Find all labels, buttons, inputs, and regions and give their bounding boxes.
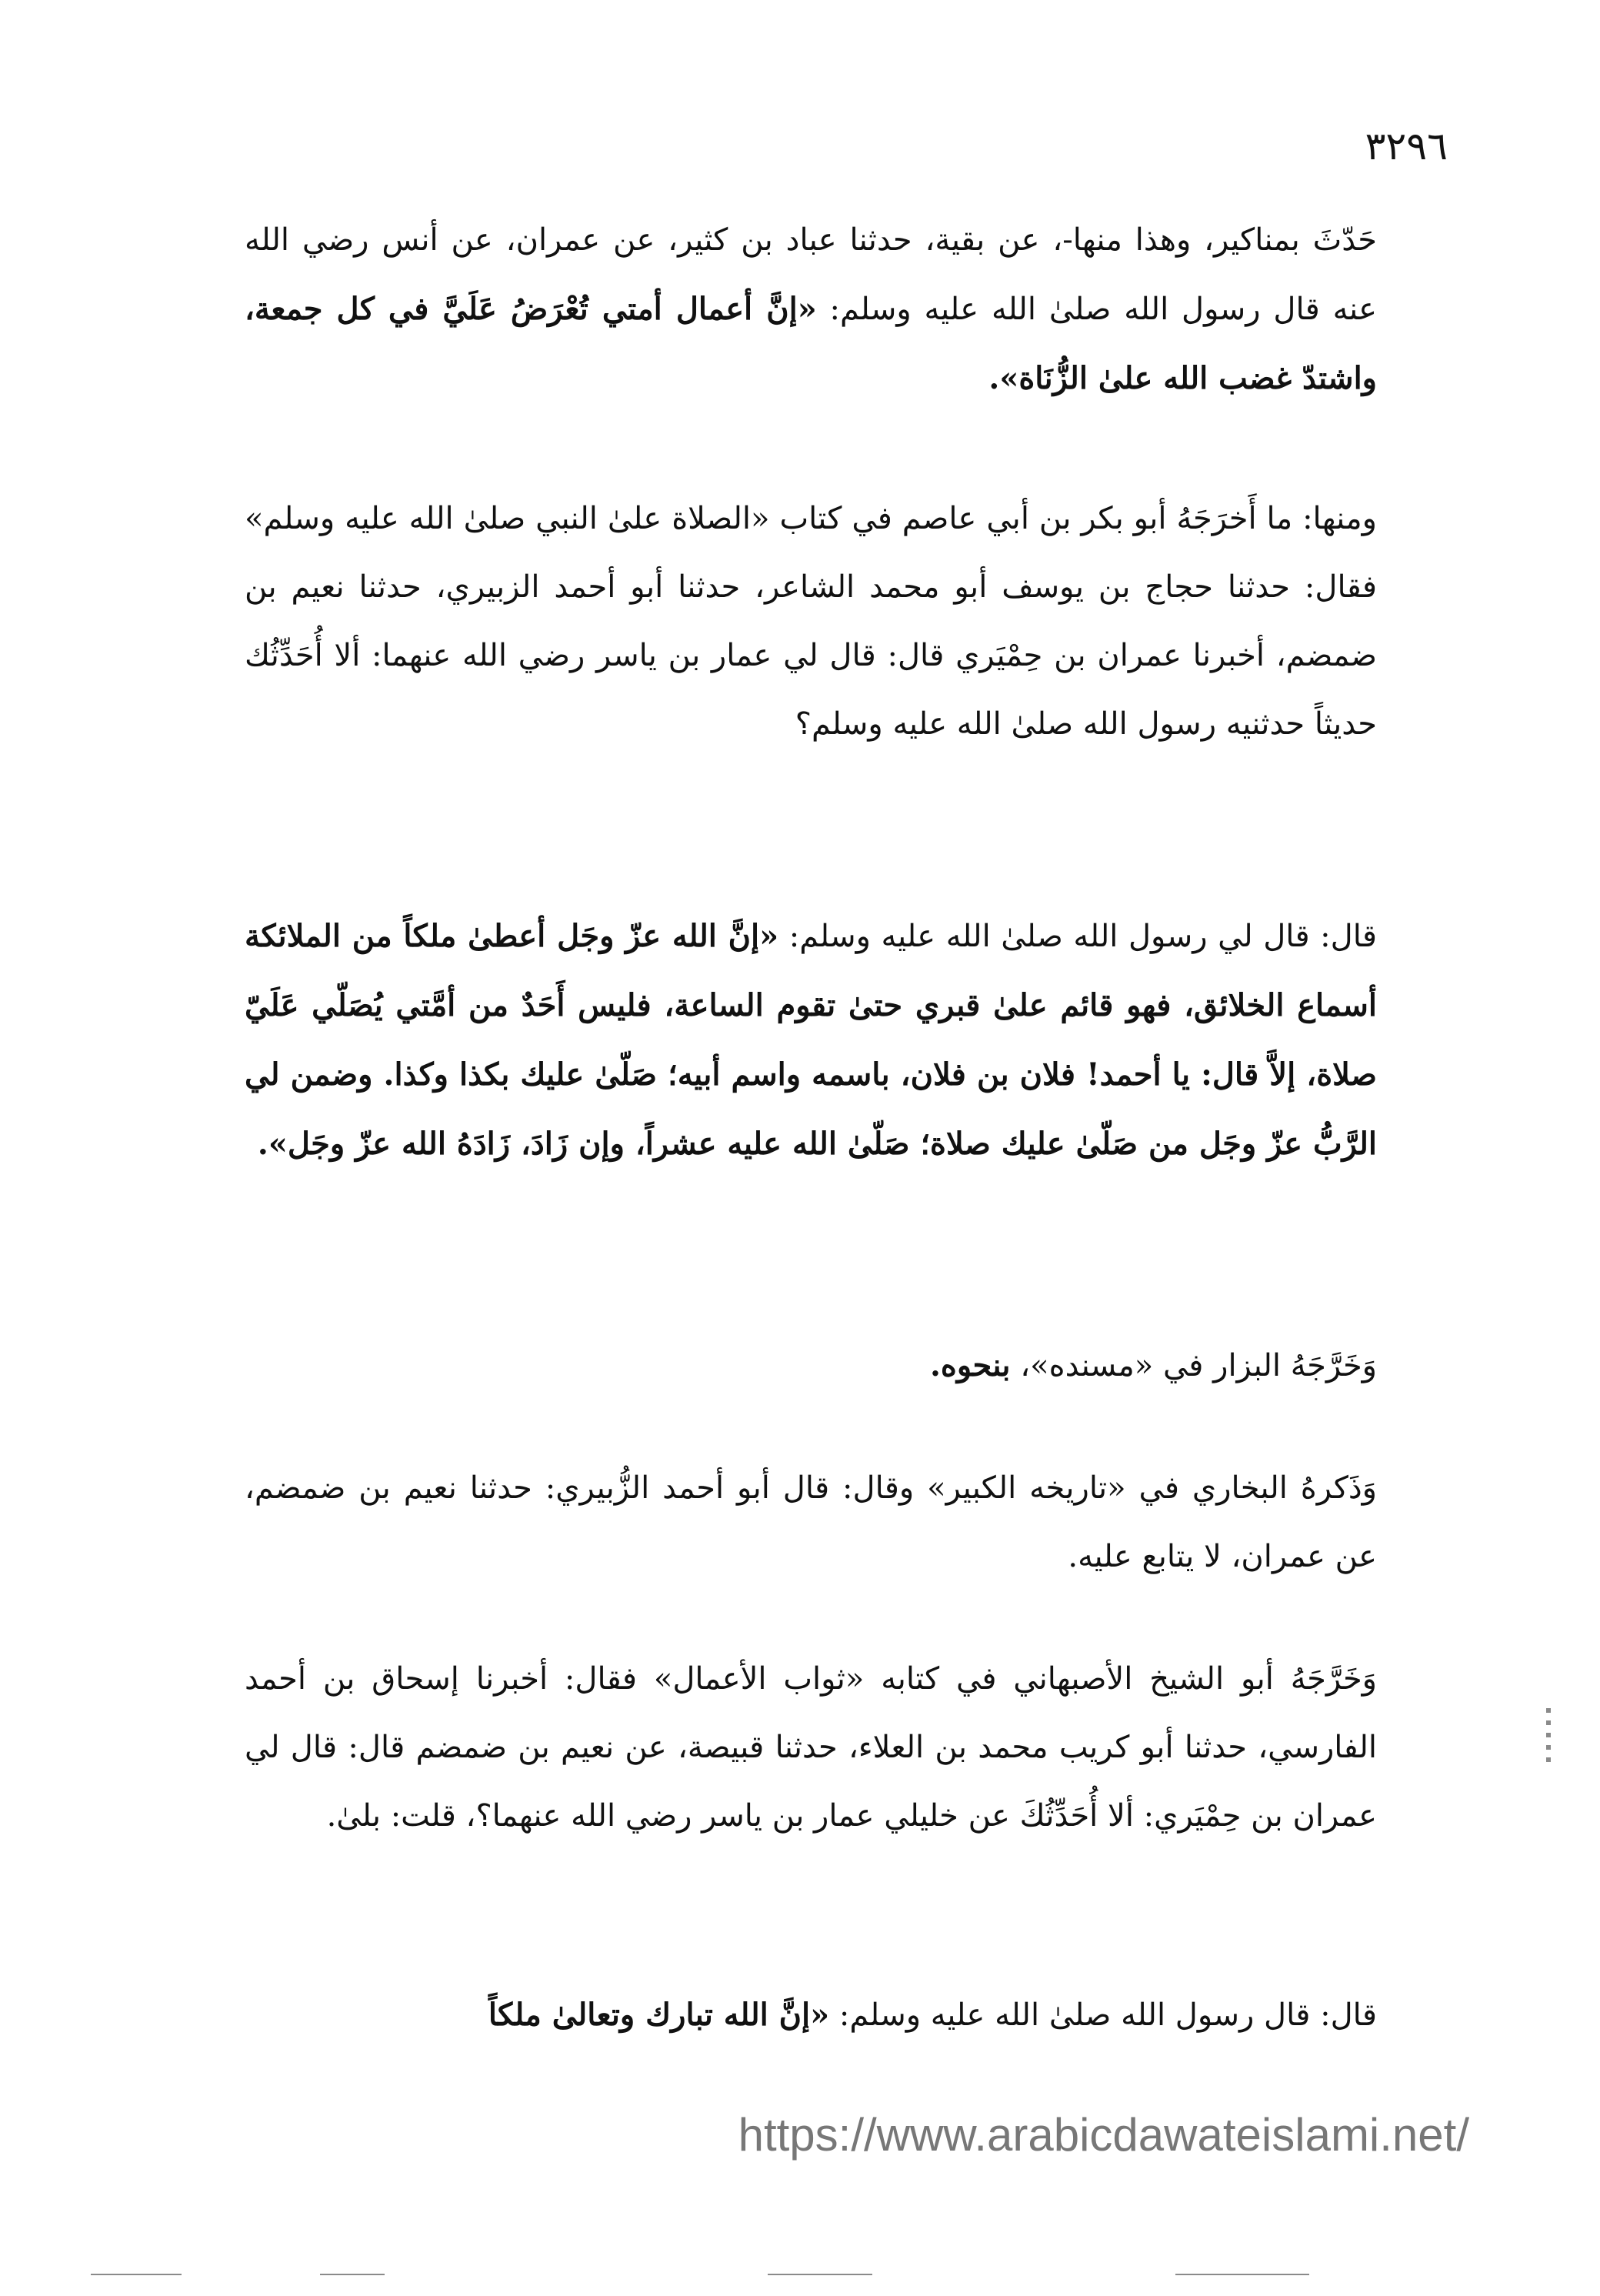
bottom-rule	[320, 2274, 385, 2275]
paragraph-2	[245, 485, 1422, 759]
bottom-rule	[768, 2274, 872, 2275]
page-number: ٣٢٩٦	[1365, 124, 1448, 169]
paragraph-3	[245, 902, 1422, 1179]
paragraph-1-hadith: «إنَّ أعمال أمتي تُعْرَضُ عَلَيَّ في كل جمعة، واشتدّ غضب الله علىٰ الزُّنَاة».	[245, 291, 1377, 396]
paragraph-2-text: ومنها: ما أَخرَجَهُ أبو بكر بن أبي عاصم في كتاب «الصلاة علىٰ النبي صلىٰ الله عليه وسلم» فقال: حدثنا حجاج بن يوسف أبو محمد الشاعر، حدثنا أبو أحمد الزبيري، حدثنا نعيم بن ضمضم، أخبرنا عمران بن حِمْيَري قال: قال لي عمار بن ياسر رضي الله عنهما: ألا أُحَدِّثُك حديثاً حدثنيه رسول الله صلىٰ الله عليه وسلم؟	[245, 501, 1377, 742]
paragraph-5-text: وَذَكرهُ البخاري في «تاريخه الكبير» وقال: قال أبو أحمد الزُّبيري: حدثنا نعيم بن ضمضم، عن عمران، لا يتابع عليه.	[245, 1470, 1377, 1574]
paragraph-7-hadith: «إنَّ الله تبارك وتعالىٰ ملكاً	[488, 1997, 830, 2033]
margin-scan-mark	[1546, 1708, 1551, 1770]
paragraph-4	[245, 1331, 1422, 1400]
bottom-rule	[1175, 2274, 1309, 2275]
paragraph-6	[245, 1645, 1422, 1850]
paragraph-4-text: وَخَرَّجَهُ البزار في «مسنده»،	[1010, 1348, 1377, 1383]
paragraph-3-hadith: «إنَّ الله عزّ وجَل أعطىٰ ملكاً من الملائكة أسماع الخلائق، فهو قائم علىٰ قبري حتىٰ تقوم الساعة، فليس أَحَدٌ من أمَّتي يُصَلّي عَلَيّ صلاة، إلاَّ قال: يا أحمد! فلان بن فلان، باسمه واسم أبيه؛ صَلّىٰ عليك بكذا وكذا. وضمن لي الرَّبُّ عزّ وجَل من صَلّىٰ عليك صلاة؛ صَلّىٰ الله عليه عشراً، وإن زَادَ، زَادَهُ الله عزّ وجَل».	[245, 918, 1377, 1162]
paragraph-6-text: وَخَرَّجَهُ أبو الشيخ الأصبهاني في كتابه «ثواب الأعمال» فقال: أخبرنا إسحاق بن أحمد الفارسي، حدثنا أبو كريب محمد بن العلاء، حدثنا قبيصة، عن نعيم بن ضمضم قال: قال لي عمران بن حِمْيَري: ألا أُحَدِّثُكَ عن خليلي عمار بن ياسر رضي الله عنهما؟، قلت: بلىٰ.	[245, 1661, 1377, 1834]
paragraph-1-text: حَدّثَ بمناكير، وهذا منها-، عن بقية، حدثنا عباد بن كثير، عن عمران، عن أنس رضي الله عنه قال رسول الله صلىٰ الله عليه وسلم:	[245, 222, 1377, 327]
bottom-rule	[91, 2274, 182, 2275]
watermark-url: https://www.arabicdawateislami.net/	[738, 2109, 1469, 2161]
paragraph-3-text: قال: قال لي رسول الله صلىٰ الله عليه وسلم:	[778, 919, 1377, 954]
paragraph-7	[245, 1981, 1422, 2050]
paragraph-7-text: قال: قال رسول الله صلىٰ الله عليه وسلم:	[829, 1997, 1377, 2033]
paragraph-5	[245, 1454, 1422, 1591]
paragraph-4-bold: بنحوه.	[929, 1347, 1011, 1383]
paragraph-1	[245, 206, 1377, 413]
